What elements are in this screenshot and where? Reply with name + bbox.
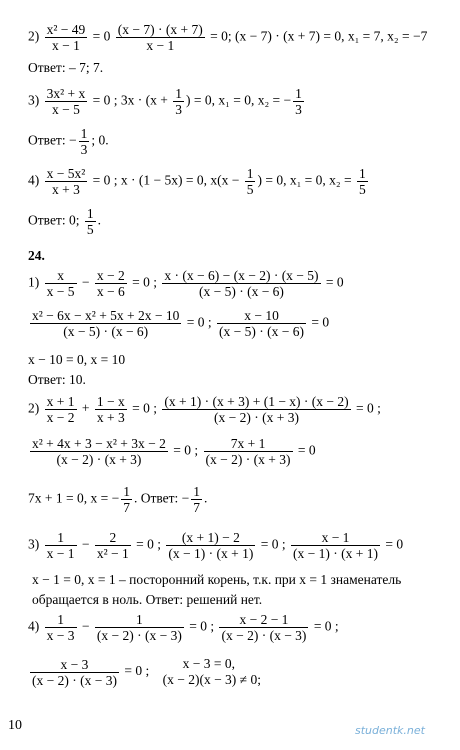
eq-24-4b: $\frac{x - 3}{(x - 2) \cdot (x - 3)}$ = 0 ; x − 3 = 0, (x − 2)(x − 3) ≠ 0; xyxy=(32,656,261,688)
fraction: $\frac{1}{3}$ xyxy=(295,86,302,117)
item-label: 3) xyxy=(28,92,40,108)
fraction: $\frac{x \cdot (x - 6) - (x - 2) \cdot (x - 5)}{(x - 5) \cdot (x - 6)}$ xyxy=(164,268,319,299)
fraction: $\frac{1}{5}$ xyxy=(358,166,366,197)
fraction: $\frac{1}{3}$ xyxy=(175,86,183,117)
fraction: $\frac{1}{7}$ xyxy=(193,484,201,515)
eq-24-2c: 7x + 1 = 0, x = − $\frac{1}{7}$ . Ответ: − $\frac{1}{7}$ . xyxy=(28,484,208,515)
fraction: $\frac{1 - x}{x + 3}$ xyxy=(96,394,125,425)
fraction: $\frac{7x + 1}{(x - 2) \cdot (x + 3)}$ xyxy=(205,436,291,467)
fraction: $\frac{x - 3}{(x - 2) \cdot (x - 3)}$ xyxy=(32,656,117,688)
eq-24-2: 2) $\frac{x + 1}{x - 2}$ + $\frac{1 - x}{x + 3}$ = 0 ; $\frac{(x + 1) \cdot (x + 3) + (1 - x) \cdot (x - 2)}{(x - 2) \cdot (x + 3)}$ = 0 ; xyxy=(28,394,381,425)
eq-24-3: 3) $\frac{1}{x - 1}$ − $\frac{2}{\text{x² − 1}}$ = 0 ; $\frac{(x + 1) - 2}{(x - 1) \cdot (x + 1)}$ = 0 ; $\frac{x - 1}{(x - 1) \cdot (x + 1)}$ = 0 xyxy=(28,530,404,561)
fraction: $\frac{(x + 1) - 2}{(x - 1) \cdot (x + 1)}$ xyxy=(168,530,254,561)
fraction: $\frac{1}{7}$ xyxy=(123,484,130,515)
fraction: $\frac{(x - 7) \cdot (x + 7)}{x - 1}$ xyxy=(117,22,203,53)
fraction: $\frac{1}{x - 3}$ xyxy=(46,612,75,643)
eq-23-3: 3) $\frac{\text{3x² + x}}{x - 5}$ = 0 ; 3x · (x + $\frac{1}{3}$ ) = 0, x₁ = 0, x₂ = − $\frac{1}{3}$ xyxy=(28,86,302,117)
fraction: $\frac{x}{x - 5}$ xyxy=(46,268,75,299)
eq-24-1b: $\frac{\text{x² − 6x − x² + 5x + 2x − 10}}{(x - 5) \cdot (x - 6)}$ = 0 ; $\frac{x - 10}{(x - 5) \cdot (x - 6)}$ = 0 xyxy=(32,308,330,339)
eq-23-2: 2) $\frac{\text{x² − 49}}{x - 1}$ = 0 $\frac{(x - 7) \cdot (x + 7)}{x - 1}$ = 0; (x − 7) · (x + 7) = 0, x₁ = 7, x₂ = −7 xyxy=(28,22,428,53)
problem-title: 24. xyxy=(28,248,45,263)
fraction: $\frac{\text{x² + 4x + 3 − x² + 3x − 2}}{(x - 2) \cdot (x + 3)}$ xyxy=(32,436,166,467)
answer-23-2: Ответ: – 7; 7. xyxy=(28,60,104,75)
fraction: $\frac{x - 2 - 1}{(x - 2) \cdot (x - 3)}$ xyxy=(221,612,307,643)
item-label: 4) xyxy=(28,172,40,188)
answer-23-4: Ответ: 0; $\frac{1}{5}$ . xyxy=(28,206,101,237)
fraction: $\frac{\text{x² − 49}}{x - 1}$ xyxy=(46,22,86,53)
fraction: $\frac{x - 10}{(x - 5) \cdot (x - 6)}$ xyxy=(219,308,305,339)
watermark: studentk.net xyxy=(355,724,425,737)
eq-23-4: 4) $\frac{\text{x − 5x²}}{x + 3}$ = 0 ; x · (1 − 5x) = 0, x(x − $\frac{1}{5}$ ) = 0, x₁ = 0, x₂ = $\frac{1}{5}$ xyxy=(28,166,366,197)
eq-24-1c: x − 10 = 0, x = 10 xyxy=(28,352,126,367)
fraction: $\frac{1}{3}$ xyxy=(80,126,88,157)
item-label: 1) xyxy=(28,274,40,290)
fraction: $\frac{x - 2}{x - 6}$ xyxy=(96,268,125,299)
fraction: $\frac{2}{\text{x² − 1}}$ xyxy=(96,530,129,561)
fraction: $\frac{1}{(x - 2) \cdot (x - 3)}$ xyxy=(96,612,182,643)
eq-24-2b: $\frac{\text{x² + 4x + 3 − x² + 3x − 2}}{(x - 2) \cdot (x + 3)}$ = 0 ; $\frac{7x + 1}{(x - 2) \cdot (x + 3)}$ = 0 xyxy=(32,436,316,467)
page-number: 10 xyxy=(8,718,22,733)
item-label: 3) xyxy=(28,536,40,552)
eq-24-3c: обращается в ноль. Ответ: решений нет. xyxy=(32,592,263,607)
fraction: $\frac{1}{x - 1}$ xyxy=(46,530,75,561)
item-label: 2) xyxy=(28,28,40,44)
fraction: $\frac{\text{x − 5x²}}{x + 3}$ xyxy=(46,166,86,197)
eq-24-3b: x − 1 = 0, x = 1 – посторонний корень, т.к. при x = 1 знаменатель xyxy=(32,572,402,587)
item-label: 4) xyxy=(28,618,40,634)
fraction: $\frac{x - 1}{(x - 1) \cdot (x + 1)}$ xyxy=(293,530,378,561)
system: x − 3 = 0, (x − 2)(x − 3) ≠ 0; xyxy=(162,656,261,687)
fraction: $\frac{1}{5}$ xyxy=(246,166,254,197)
answer-24-1: Ответ: 10. xyxy=(28,372,86,387)
eq-24-4: 4) $\frac{1}{x - 3}$ − $\frac{1}{(x - 2) \cdot (x - 3)}$ = 0 ; $\frac{x - 2 - 1}{(x - 2) \cdot (x - 3)}$ = 0 ; xyxy=(28,612,339,643)
fraction: $\frac{\text{3x² + x}}{x - 5}$ xyxy=(46,86,86,117)
fraction: $\frac{x + 1}{x - 2}$ xyxy=(46,394,75,425)
fraction: $\frac{\text{x² − 6x − x² + 5x + 2x − 10}}{(x - 5) \cdot (x - 6)}$ xyxy=(32,308,180,339)
answer-23-3: Ответ: − $\frac{1}{3}$ ; 0. xyxy=(28,126,109,157)
fraction: $\frac{1}{5}$ xyxy=(86,206,94,237)
item-label: 2) xyxy=(28,400,40,416)
eq-24-1: 1) $\frac{x}{x - 5}$ − $\frac{x - 2}{x - 6}$ = 0 ; $\frac{x \cdot (x - 6) - (x - 2) \cdot (x - 5)}{(x - 5) \cdot (x - 6)}$ = 0 xyxy=(28,268,344,299)
fraction: $\frac{(x + 1) \cdot (x + 3) + (1 - x) \cdot (x - 2)}{(x - 2) \cdot (x + 3)}$ xyxy=(164,394,349,425)
